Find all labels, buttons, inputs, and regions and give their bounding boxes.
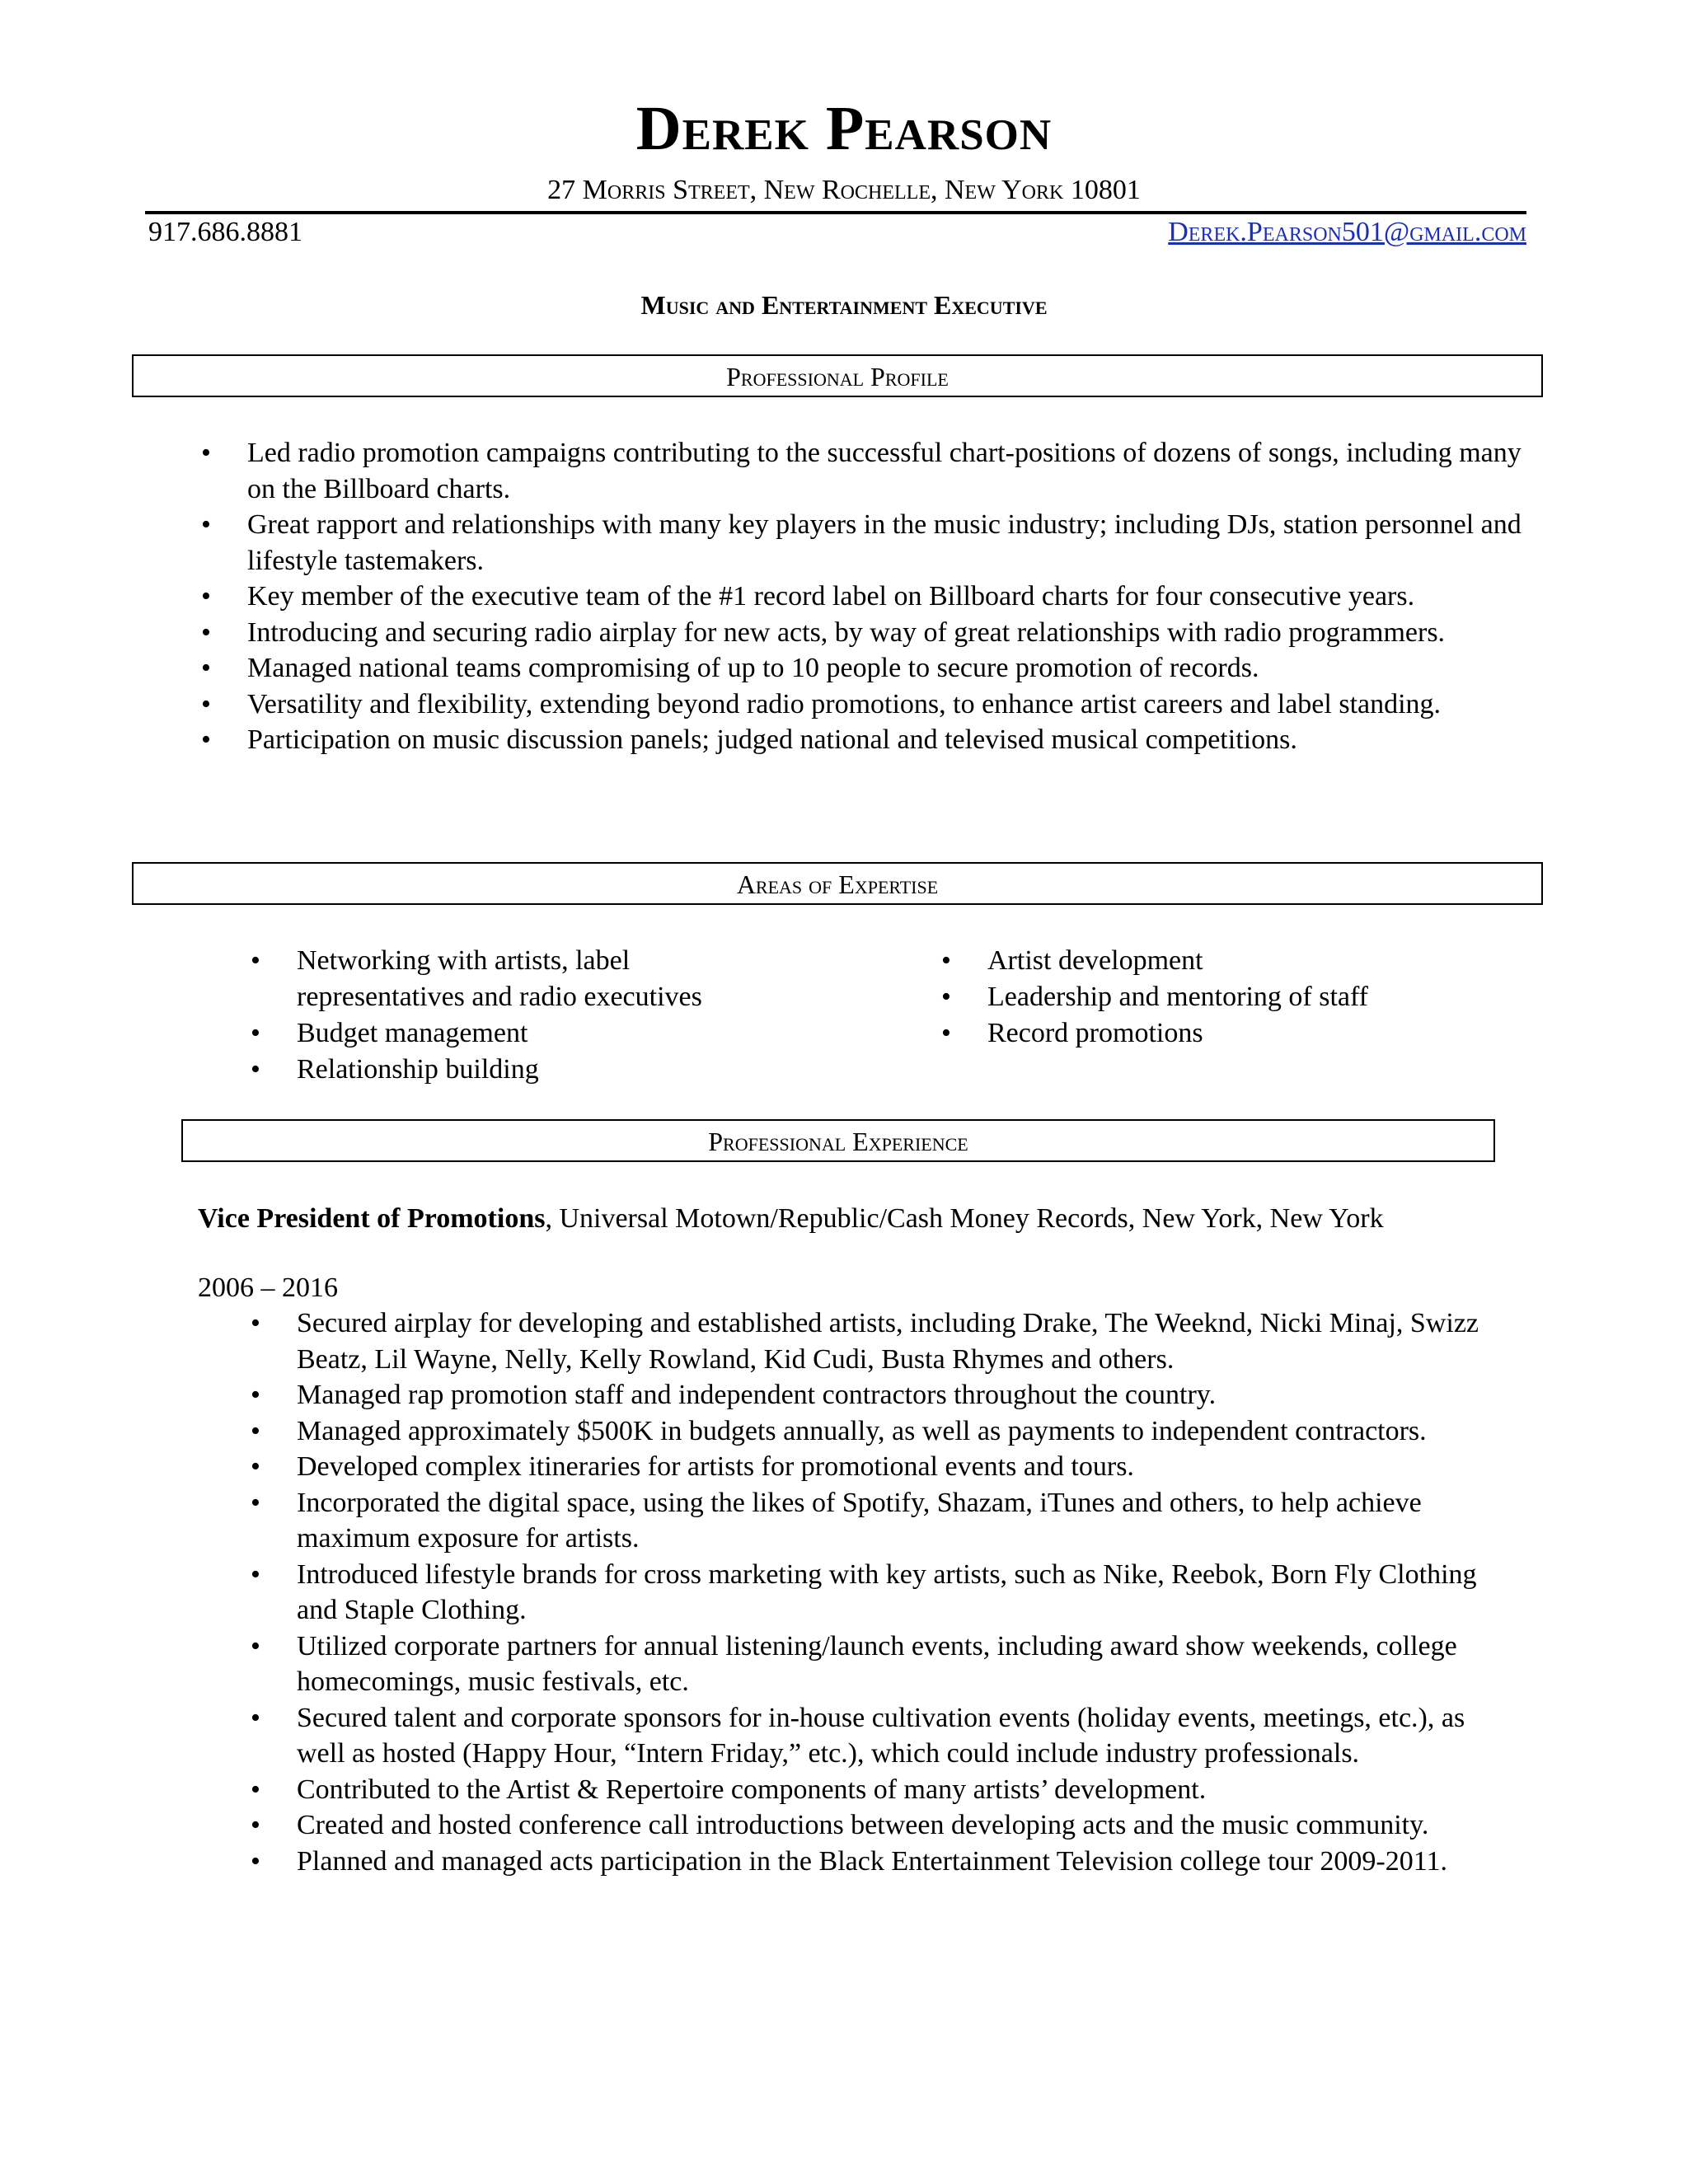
header-rule [145,211,1526,214]
list-item: • Budget management [247,1015,758,1052]
list-item: • Created and hosted conference call introductions between developing acts and the music community. [247,1807,1484,1844]
email-link[interactable]: Derek.Pearson501@gmail.com [1168,217,1526,247]
bullet-icon: • [941,982,951,1012]
bullet-icon: • [201,724,211,755]
list-item: • Record promotions [938,1015,1531,1052]
job-title: Music and Entertainment Executive [640,290,1048,320]
bullet-icon: • [251,1451,260,1482]
list-item: • Introduced lifestyle brands for cross marketing with key artists, such as Nike, Reebok, Born Fly Clothing and Staple Clothing. [247,1557,1484,1629]
bullet-icon: • [251,1558,260,1590]
bullet-icon: • [251,1308,260,1338]
bullet-icon: • [251,1845,260,1877]
bullet-icon: • [201,438,211,468]
list-item: • Managed approximately $500K in budgets annually, as well as payments to independent contractors. [247,1413,1484,1450]
list-item: • Artist development [938,943,1531,979]
list-item: • Introducing and securing radio airplay for new acts, by way of great relationships with radio programmers. [198,615,1550,651]
list-item: • Secured airplay for developing and established artists, including Drake, The Weeknd, Nicki Minaj, Swizz Beatz, Lil Wayne, Nelly, Kelly Rowland, Kid Cudi, Busta Rhymes and others. [247,1305,1484,1377]
list-item: • Leadership and mentoring of staff [938,979,1531,1015]
role-dates: 2006 – 2016 [198,1272,338,1303]
bullet-icon: • [251,1380,260,1410]
bullet-icon: • [201,509,211,540]
bullet-icon: • [251,1702,260,1733]
list-item: • Participation on music discussion panels; judged national and televised musical competitions. [198,722,1550,758]
list-item: • Key member of the executive team of the #1 record label on Billboard charts for four consecutive years. [198,579,1550,615]
profile-heading-box [132,354,1543,397]
profile-list [198,435,1550,758]
list-item: • Utilized corporate partners for annual listening/launch events, including award show weekends, college homecomings, music festivals, etc. [247,1629,1484,1700]
bullet-icon: • [251,945,260,976]
list-item: • Contributed to the Artist & Repertoire components of many artists’ development. [247,1772,1484,1808]
list-item: • Incorporated the digital space, using the likes of Spotify, Shazam, iTunes and others, to help achieve maximum exposure for artists. [247,1485,1484,1557]
list-item: • Planned and managed acts participation in the Black Entertainment Television college tour 2009-2011. [247,1844,1484,1880]
list-item: • Great rapport and relationships with many key players in the music industry; including DJs, station personnel and lifestyle tastemakers. [198,507,1550,579]
profile-heading: Professional Profile [726,362,949,391]
bullet-icon: • [201,616,211,648]
experience-heading: Professional Experience [708,1127,968,1156]
bullet-icon: • [251,1630,260,1661]
list-item: • Managed national teams compromising of up to 10 people to secure promotion of records. [198,650,1550,687]
bullet-icon: • [251,1487,260,1518]
expertise-left-list [247,943,758,1088]
bullet-icon: • [201,688,211,719]
list-item: • Versatility and flexibility, extending beyond radio promotions, to enhance artist careers and label standing. [198,687,1550,723]
list-item: • Networking with artists, label representatives and radio executives [247,943,758,1015]
bullet-icon: • [941,945,951,976]
candidate-name: Derek Pearson [635,94,1053,163]
bullet-icon: • [251,1810,260,1840]
list-item: • Relationship building [247,1052,758,1088]
company-location: , Universal Motown/Republic/Cash Money Records, New York, New York [545,1203,1384,1234]
experience-heading-box [181,1119,1495,1162]
role-title: Vice President of Promotions [198,1203,546,1234]
phone-number: 917.686.8881 [148,217,302,247]
bullet-icon: • [201,581,211,612]
expertise-right-list [938,943,1531,1052]
bullet-icon: • [251,1054,260,1085]
expertise-heading-box [132,862,1543,905]
bullet-icon: • [201,653,211,683]
bullet-icon: • [941,1018,951,1048]
list-item: • Secured talent and corporate sponsors for in-house cultivation events (holiday events, meetings, etc.), as well as hosted (Happy Hour, “Intern Friday,” etc.), which could include industry professionals. [247,1700,1484,1772]
list-item: • Developed complex itineraries for artists for promotional events and tours. [247,1449,1484,1485]
bullet-icon: • [251,1415,260,1446]
list-item: • Led radio promotion campaigns contributing to the successful chart-positions of dozens of songs, including many on the Billboard charts. [198,435,1550,507]
list-item: • Managed rap promotion staff and independent contractors throughout the country. [247,1377,1484,1413]
bullet-icon: • [251,1774,260,1805]
role-line [198,1202,1434,1236]
expertise-heading: Areas of Expertise [736,869,939,899]
address: 27 Morris Street, New Rochelle, New York 10801 [547,175,1141,205]
experience-list [247,1305,1484,1879]
bullet-icon: • [251,1018,260,1048]
